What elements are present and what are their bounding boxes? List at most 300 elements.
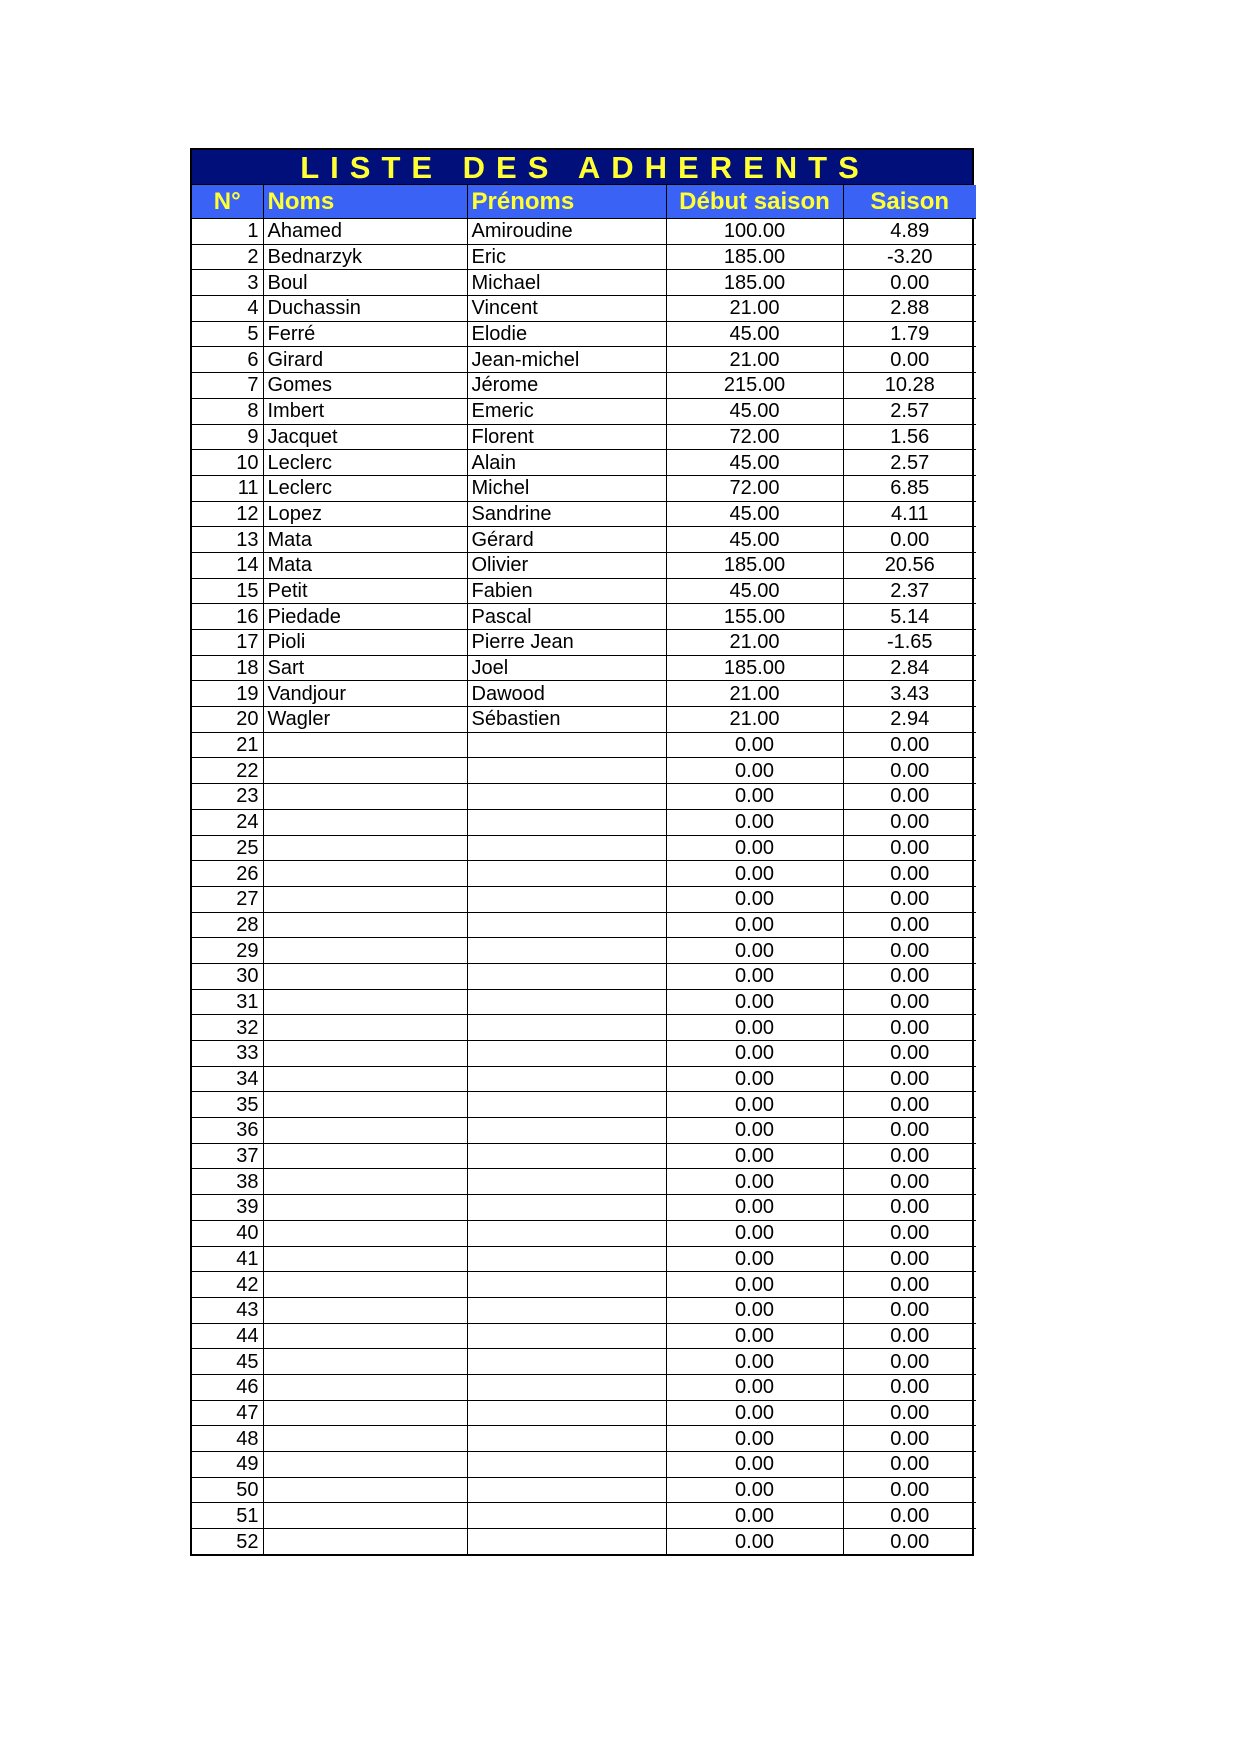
table-row [192, 219, 976, 245]
first-name-cell[interactable]: Pascal [467, 604, 666, 630]
last-name-cell[interactable] [263, 989, 467, 1015]
last-name-cell[interactable] [263, 784, 467, 810]
season-start-cell[interactable]: 215.00 [666, 373, 843, 399]
season-cell[interactable]: 0.00 [843, 861, 976, 887]
first-name-cell[interactable] [467, 1349, 666, 1375]
season-start-cell[interactable]: 100.00 [666, 219, 843, 245]
member-number-cell[interactable]: 28 [192, 912, 263, 938]
season-start-cell[interactable]: 185.00 [666, 270, 843, 296]
table-row [192, 886, 976, 912]
season-cell[interactable]: 0.00 [843, 1297, 976, 1323]
season-start-cell[interactable]: 0.00 [666, 989, 843, 1015]
season-cell[interactable]: 0.00 [843, 1169, 976, 1195]
first-name-cell[interactable]: Fabien [467, 578, 666, 604]
column-header-last-name: Noms [263, 185, 467, 219]
season-start-cell[interactable]: 0.00 [666, 809, 843, 835]
season-start-cell[interactable]: 0.00 [666, 886, 843, 912]
first-name-cell[interactable] [467, 989, 666, 1015]
season-start-cell[interactable]: 0.00 [666, 1195, 843, 1221]
member-number-cell[interactable]: 36 [192, 1118, 263, 1144]
season-start-cell[interactable]: 0.00 [666, 1374, 843, 1400]
sheet-title: LISTE DES ADHERENTS [192, 148, 972, 185]
season-cell[interactable]: 2.84 [843, 655, 976, 681]
season-cell[interactable]: 0.00 [843, 963, 976, 989]
member-number-cell[interactable]: 21 [192, 732, 263, 758]
season-cell[interactable]: 0.00 [843, 1066, 976, 1092]
last-name-cell[interactable]: Girard [263, 347, 467, 373]
member-number-cell[interactable]: 6 [192, 347, 263, 373]
season-cell[interactable]: 2.57 [843, 398, 976, 424]
member-number-cell[interactable]: 3 [192, 270, 263, 296]
season-start-cell[interactable]: 0.00 [666, 1400, 843, 1426]
table-row [192, 784, 976, 810]
season-cell[interactable]: 2.94 [843, 707, 976, 733]
season-start-cell[interactable]: 21.00 [666, 347, 843, 373]
first-name-cell[interactable] [467, 938, 666, 964]
season-start-cell[interactable]: 21.00 [666, 681, 843, 707]
season-cell[interactable]: 4.89 [843, 219, 976, 245]
last-name-cell[interactable] [263, 1143, 467, 1169]
column-header-number: N° [192, 185, 263, 219]
last-name-cell[interactable]: Imbert [263, 398, 467, 424]
first-name-cell[interactable] [467, 1118, 666, 1144]
member-list-sheet [190, 148, 974, 1556]
member-number-cell[interactable]: 19 [192, 681, 263, 707]
first-name-cell[interactable]: Florent [467, 424, 666, 450]
season-start-cell[interactable]: 0.00 [666, 1246, 843, 1272]
last-name-cell[interactable] [263, 809, 467, 835]
last-name-cell[interactable] [263, 1452, 467, 1478]
first-name-cell[interactable]: Alain [467, 450, 666, 476]
last-name-cell[interactable] [263, 1503, 467, 1529]
season-start-cell[interactable]: 45.00 [666, 321, 843, 347]
season-start-cell[interactable]: 0.00 [666, 784, 843, 810]
season-start-cell[interactable]: 21.00 [666, 707, 843, 733]
season-start-cell[interactable]: 0.00 [666, 1272, 843, 1298]
member-number-cell[interactable]: 12 [192, 501, 263, 527]
member-number-cell[interactable]: 49 [192, 1452, 263, 1478]
last-name-cell[interactable] [263, 1426, 467, 1452]
last-name-cell[interactable] [263, 861, 467, 887]
last-name-cell[interactable] [263, 886, 467, 912]
table-row [192, 270, 976, 296]
season-cell[interactable]: 10.28 [843, 373, 976, 399]
last-name-cell[interactable] [263, 835, 467, 861]
season-cell[interactable]: 0.00 [843, 1246, 976, 1272]
first-name-cell[interactable]: Jérome [467, 373, 666, 399]
member-number-cell[interactable]: 7 [192, 373, 263, 399]
first-name-cell[interactable] [467, 835, 666, 861]
table-row [192, 963, 976, 989]
first-name-cell[interactable]: Elodie [467, 321, 666, 347]
member-number-cell[interactable]: 48 [192, 1426, 263, 1452]
member-number-cell[interactable]: 15 [192, 578, 263, 604]
season-start-cell[interactable]: 72.00 [666, 424, 843, 450]
season-start-cell[interactable]: 21.00 [666, 630, 843, 656]
season-cell[interactable]: 0.00 [843, 1195, 976, 1221]
table-row [192, 1195, 976, 1221]
season-cell[interactable]: 0.00 [843, 912, 976, 938]
season-cell[interactable]: 0.00 [843, 1529, 976, 1555]
first-name-cell[interactable] [467, 1400, 666, 1426]
member-number-cell[interactable]: 4 [192, 296, 263, 322]
season-cell[interactable]: 0.00 [843, 347, 976, 373]
table-row [192, 1477, 976, 1503]
season-cell[interactable]: 4.11 [843, 501, 976, 527]
last-name-cell[interactable] [263, 912, 467, 938]
member-number-cell[interactable]: 29 [192, 938, 263, 964]
table-row [192, 758, 976, 784]
member-number-cell[interactable]: 34 [192, 1066, 263, 1092]
first-name-cell[interactable]: Sandrine [467, 501, 666, 527]
season-start-cell[interactable]: 0.00 [666, 861, 843, 887]
member-number-cell[interactable]: 45 [192, 1349, 263, 1375]
season-cell[interactable]: 0.00 [843, 527, 976, 553]
table-row [192, 912, 976, 938]
table-row [192, 1323, 976, 1349]
season-start-cell[interactable]: 0.00 [666, 1529, 843, 1555]
last-name-cell[interactable] [263, 963, 467, 989]
season-start-cell[interactable]: 0.00 [666, 758, 843, 784]
member-number-cell[interactable]: 17 [192, 630, 263, 656]
member-number-cell[interactable]: 47 [192, 1400, 263, 1426]
last-name-cell[interactable] [263, 1400, 467, 1426]
member-number-cell[interactable]: 11 [192, 475, 263, 501]
last-name-cell[interactable] [263, 1092, 467, 1118]
season-start-cell[interactable]: 0.00 [666, 1323, 843, 1349]
season-start-cell[interactable]: 45.00 [666, 398, 843, 424]
last-name-cell[interactable]: Wagler [263, 707, 467, 733]
season-start-cell[interactable]: 45.00 [666, 450, 843, 476]
season-start-cell[interactable]: 0.00 [666, 1297, 843, 1323]
first-name-cell[interactable]: Emeric [467, 398, 666, 424]
member-number-cell[interactable]: 1 [192, 219, 263, 245]
table-row [192, 1529, 976, 1555]
table-row [192, 1092, 976, 1118]
table-row [192, 578, 976, 604]
member-number-cell[interactable]: 42 [192, 1272, 263, 1298]
last-name-cell[interactable]: Boul [263, 270, 467, 296]
season-start-cell[interactable]: 0.00 [666, 1220, 843, 1246]
table-row [192, 321, 976, 347]
season-start-cell[interactable]: 0.00 [666, 1066, 843, 1092]
first-name-cell[interactable] [467, 1195, 666, 1221]
last-name-cell[interactable]: Jacquet [263, 424, 467, 450]
last-name-cell[interactable] [263, 1323, 467, 1349]
last-name-cell[interactable]: Piedade [263, 604, 467, 630]
season-start-cell[interactable]: 21.00 [666, 296, 843, 322]
last-name-cell[interactable] [263, 1297, 467, 1323]
first-name-cell[interactable]: Michel [467, 475, 666, 501]
season-cell[interactable]: 0.00 [843, 835, 976, 861]
season-cell[interactable]: 0.00 [843, 1272, 976, 1298]
table-row [192, 424, 976, 450]
member-number-cell[interactable]: 51 [192, 1503, 263, 1529]
season-cell[interactable]: 0.00 [843, 1143, 976, 1169]
last-name-cell[interactable] [263, 1015, 467, 1041]
last-name-cell[interactable]: Bednarzyk [263, 244, 467, 270]
last-name-cell[interactable] [263, 1169, 467, 1195]
table-row [192, 604, 976, 630]
member-number-cell[interactable]: 40 [192, 1220, 263, 1246]
member-number-cell[interactable]: 25 [192, 835, 263, 861]
first-name-cell[interactable] [467, 1272, 666, 1298]
season-cell[interactable]: 0.00 [843, 1426, 976, 1452]
last-name-cell[interactable]: Gomes [263, 373, 467, 399]
table-row [192, 1118, 976, 1144]
last-name-cell[interactable] [263, 1349, 467, 1375]
season-start-cell[interactable]: 185.00 [666, 655, 843, 681]
first-name-cell[interactable] [467, 1169, 666, 1195]
season-start-cell[interactable]: 0.00 [666, 1169, 843, 1195]
first-name-cell[interactable] [467, 809, 666, 835]
season-start-cell[interactable]: 0.00 [666, 1477, 843, 1503]
member-number-cell[interactable]: 46 [192, 1374, 263, 1400]
last-name-cell[interactable] [263, 1246, 467, 1272]
last-name-cell[interactable]: Lopez [263, 501, 467, 527]
last-name-cell[interactable]: Duchassin [263, 296, 467, 322]
first-name-cell[interactable]: Pierre Jean [467, 630, 666, 656]
season-cell[interactable]: 2.37 [843, 578, 976, 604]
season-cell[interactable]: 1.79 [843, 321, 976, 347]
member-number-cell[interactable]: 13 [192, 527, 263, 553]
season-start-cell[interactable]: 185.00 [666, 552, 843, 578]
season-start-cell[interactable]: 0.00 [666, 938, 843, 964]
season-cell[interactable]: 0.00 [843, 1323, 976, 1349]
last-name-cell[interactable]: Sart [263, 655, 467, 681]
table-row [192, 1220, 976, 1246]
first-name-cell[interactable] [467, 1246, 666, 1272]
table-row [192, 1015, 976, 1041]
season-start-cell[interactable]: 185.00 [666, 244, 843, 270]
first-name-cell[interactable]: Michael [467, 270, 666, 296]
table-row [192, 655, 976, 681]
last-name-cell[interactable] [263, 1529, 467, 1555]
last-name-cell[interactable] [263, 758, 467, 784]
season-cell[interactable]: 0.00 [843, 938, 976, 964]
last-name-cell[interactable] [263, 1220, 467, 1246]
member-number-cell[interactable]: 18 [192, 655, 263, 681]
first-name-cell[interactable]: Dawood [467, 681, 666, 707]
season-start-cell[interactable]: 0.00 [666, 1015, 843, 1041]
season-start-cell[interactable]: 0.00 [666, 1349, 843, 1375]
first-name-cell[interactable] [467, 1529, 666, 1555]
member-number-cell[interactable]: 14 [192, 552, 263, 578]
table-row [192, 244, 976, 270]
season-start-cell[interactable]: 0.00 [666, 1143, 843, 1169]
first-name-cell[interactable]: Joel [467, 655, 666, 681]
season-cell[interactable]: 2.88 [843, 296, 976, 322]
last-name-cell[interactable] [263, 1374, 467, 1400]
season-cell[interactable]: 6.85 [843, 475, 976, 501]
member-number-cell[interactable]: 23 [192, 784, 263, 810]
last-name-cell[interactable]: Petit [263, 578, 467, 604]
last-name-cell[interactable]: Ferré [263, 321, 467, 347]
member-number-cell[interactable]: 26 [192, 861, 263, 887]
member-number-cell[interactable]: 20 [192, 707, 263, 733]
last-name-cell[interactable]: Pioli [263, 630, 467, 656]
season-start-cell[interactable]: 0.00 [666, 1426, 843, 1452]
member-number-cell[interactable]: 9 [192, 424, 263, 450]
season-cell[interactable]: 20.56 [843, 552, 976, 578]
season-start-cell[interactable]: 0.00 [666, 1118, 843, 1144]
first-name-cell[interactable] [467, 1503, 666, 1529]
member-table [192, 185, 976, 1554]
table-row [192, 1503, 976, 1529]
season-cell[interactable]: 0.00 [843, 989, 976, 1015]
first-name-cell[interactable] [467, 1092, 666, 1118]
last-name-cell[interactable] [263, 1272, 467, 1298]
table-row [192, 475, 976, 501]
season-cell[interactable]: 0.00 [843, 1220, 976, 1246]
season-start-cell[interactable]: 0.00 [666, 1452, 843, 1478]
season-start-cell[interactable]: 0.00 [666, 732, 843, 758]
last-name-cell[interactable]: Leclerc [263, 450, 467, 476]
member-number-cell[interactable]: 39 [192, 1195, 263, 1221]
season-start-cell[interactable]: 155.00 [666, 604, 843, 630]
first-name-cell[interactable] [467, 1297, 666, 1323]
season-cell[interactable]: 0.00 [843, 732, 976, 758]
first-name-cell[interactable]: Vincent [467, 296, 666, 322]
season-cell[interactable]: 0.00 [843, 1400, 976, 1426]
season-start-cell[interactable]: 0.00 [666, 1503, 843, 1529]
first-name-cell[interactable] [467, 1374, 666, 1400]
season-cell[interactable]: -3.20 [843, 244, 976, 270]
season-cell[interactable]: 0.00 [843, 1374, 976, 1400]
table-row [192, 1169, 976, 1195]
season-start-cell[interactable]: 0.00 [666, 1041, 843, 1067]
member-number-cell[interactable]: 43 [192, 1297, 263, 1323]
season-start-cell[interactable]: 45.00 [666, 578, 843, 604]
season-cell[interactable]: 0.00 [843, 784, 976, 810]
first-name-cell[interactable] [467, 1323, 666, 1349]
last-name-cell[interactable]: Mata [263, 552, 467, 578]
season-start-cell[interactable]: 0.00 [666, 912, 843, 938]
table-row [192, 1349, 976, 1375]
table-row [192, 1066, 976, 1092]
season-cell[interactable]: 3.43 [843, 681, 976, 707]
last-name-cell[interactable] [263, 732, 467, 758]
season-cell[interactable]: 5.14 [843, 604, 976, 630]
member-number-cell[interactable]: 41 [192, 1246, 263, 1272]
table-row [192, 1297, 976, 1323]
table-row [192, 1374, 976, 1400]
season-cell[interactable]: 0.00 [843, 1041, 976, 1067]
first-name-cell[interactable]: Gérard [467, 527, 666, 553]
member-number-cell[interactable]: 50 [192, 1477, 263, 1503]
season-cell[interactable]: 0.00 [843, 1015, 976, 1041]
first-name-cell[interactable] [467, 758, 666, 784]
season-cell[interactable]: -1.65 [843, 630, 976, 656]
member-number-cell[interactable]: 22 [192, 758, 263, 784]
member-number-cell[interactable]: 33 [192, 1041, 263, 1067]
table-row [192, 1426, 976, 1452]
last-name-cell[interactable] [263, 1477, 467, 1503]
season-cell[interactable]: 0.00 [843, 270, 976, 296]
member-number-cell[interactable]: 32 [192, 1015, 263, 1041]
season-start-cell[interactable]: 45.00 [666, 527, 843, 553]
season-cell[interactable]: 0.00 [843, 1118, 976, 1144]
season-start-cell[interactable]: 0.00 [666, 963, 843, 989]
first-name-cell[interactable] [467, 1066, 666, 1092]
season-cell[interactable]: 0.00 [843, 1349, 976, 1375]
first-name-cell[interactable] [467, 1143, 666, 1169]
member-number-cell[interactable]: 5 [192, 321, 263, 347]
last-name-cell[interactable] [263, 1041, 467, 1067]
member-number-cell[interactable]: 38 [192, 1169, 263, 1195]
last-name-cell[interactable] [263, 938, 467, 964]
first-name-cell[interactable] [467, 1477, 666, 1503]
season-cell[interactable]: 1.56 [843, 424, 976, 450]
first-name-cell[interactable]: Amiroudine [467, 219, 666, 245]
member-number-cell[interactable]: 2 [192, 244, 263, 270]
season-cell[interactable]: 0.00 [843, 1503, 976, 1529]
member-number-cell[interactable]: 10 [192, 450, 263, 476]
first-name-cell[interactable] [467, 1015, 666, 1041]
season-cell[interactable]: 0.00 [843, 758, 976, 784]
last-name-cell[interactable]: Vandjour [263, 681, 467, 707]
last-name-cell[interactable] [263, 1066, 467, 1092]
season-cell[interactable]: 0.00 [843, 1477, 976, 1503]
first-name-cell[interactable]: Eric [467, 244, 666, 270]
season-start-cell[interactable]: 72.00 [666, 475, 843, 501]
last-name-cell[interactable]: Ahamed [263, 219, 467, 245]
member-number-cell[interactable]: 52 [192, 1529, 263, 1555]
first-name-cell[interactable] [467, 861, 666, 887]
member-number-cell[interactable]: 16 [192, 604, 263, 630]
season-cell[interactable]: 0.00 [843, 886, 976, 912]
first-name-cell[interactable] [467, 1452, 666, 1478]
season-start-cell[interactable]: 45.00 [666, 501, 843, 527]
first-name-cell[interactable] [467, 963, 666, 989]
table-row [192, 732, 976, 758]
last-name-cell[interactable] [263, 1118, 467, 1144]
last-name-cell[interactable]: Mata [263, 527, 467, 553]
last-name-cell[interactable] [263, 1195, 467, 1221]
season-cell[interactable]: 0.00 [843, 809, 976, 835]
season-start-cell[interactable]: 0.00 [666, 835, 843, 861]
first-name-cell[interactable] [467, 1220, 666, 1246]
season-cell[interactable]: 2.57 [843, 450, 976, 476]
table-row [192, 989, 976, 1015]
member-number-cell[interactable]: 27 [192, 886, 263, 912]
first-name-cell[interactable]: Olivier [467, 552, 666, 578]
first-name-cell[interactable] [467, 732, 666, 758]
table-row [192, 347, 976, 373]
first-name-cell[interactable] [467, 784, 666, 810]
first-name-cell[interactable] [467, 1041, 666, 1067]
season-start-cell[interactable]: 0.00 [666, 1092, 843, 1118]
member-number-cell[interactable]: 30 [192, 963, 263, 989]
last-name-cell[interactable]: Leclerc [263, 475, 467, 501]
first-name-cell[interactable]: Jean-michel [467, 347, 666, 373]
member-number-cell[interactable]: 37 [192, 1143, 263, 1169]
member-number-cell[interactable]: 8 [192, 398, 263, 424]
first-name-cell[interactable] [467, 1426, 666, 1452]
table-row [192, 450, 976, 476]
member-number-cell[interactable]: 31 [192, 989, 263, 1015]
member-number-cell[interactable]: 35 [192, 1092, 263, 1118]
member-number-cell[interactable]: 44 [192, 1323, 263, 1349]
table-row [192, 398, 976, 424]
season-cell[interactable]: 0.00 [843, 1092, 976, 1118]
season-cell[interactable]: 0.00 [843, 1452, 976, 1478]
first-name-cell[interactable] [467, 886, 666, 912]
table-row [192, 1272, 976, 1298]
first-name-cell[interactable]: Sébastien [467, 707, 666, 733]
first-name-cell[interactable] [467, 912, 666, 938]
member-number-cell[interactable]: 24 [192, 809, 263, 835]
